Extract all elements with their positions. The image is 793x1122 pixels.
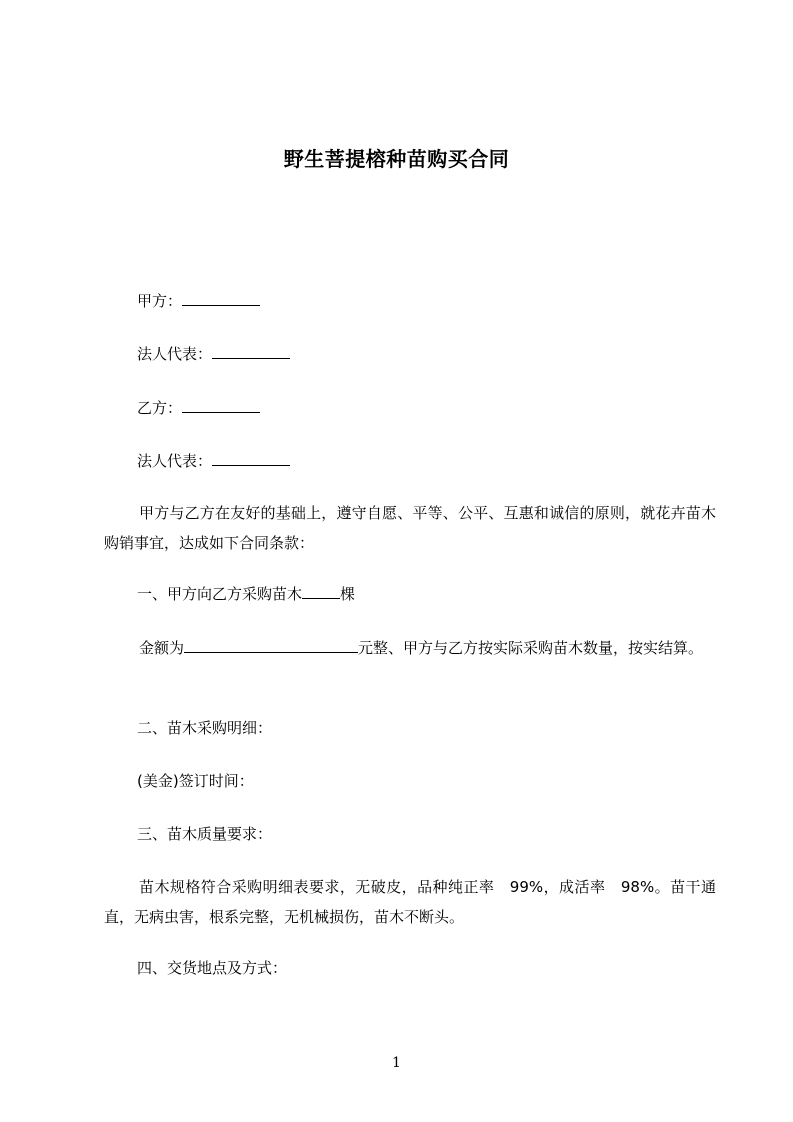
amount-prefix: 金额为: [139, 639, 185, 657]
party-b-rep-label: 法人代表：: [137, 452, 213, 470]
clause3-heading: 三、苗木质量要求：: [137, 825, 273, 843]
party-b-label: 乙方：: [137, 399, 183, 417]
clause1-heading-prefix: 一、甲方向乙方采购苗木: [137, 585, 303, 603]
document-title: 野生菩提榕种苗购买合同: [283, 147, 510, 171]
quality-paragraph: 苗木规格符合采购明细表要求，无破皮，品种纯正率 99%，成活率 98%。苗干通直，无病虫害，根系完整，无机械损伤，苗木不断头。: [104, 878, 716, 926]
clause4-heading: 四、交货地点及方式：: [137, 959, 288, 977]
party-b-rep-line: [137, 451, 290, 471]
party-a-rep-label: 法人代表：: [137, 345, 213, 363]
clause1-heading-suffix: 棵: [340, 585, 356, 603]
party-a-rep-blank: [212, 344, 290, 359]
party-a-rep-line: [137, 344, 290, 364]
clause2-heading: 二、苗木采购明细：: [137, 719, 273, 737]
party-a-label: 甲方：: [137, 292, 183, 310]
party-b-rep-blank: [212, 451, 290, 466]
amount-blank: [184, 638, 358, 653]
party-a-blank: [182, 291, 260, 306]
clause1-heading: [137, 584, 355, 604]
intro-paragraph: 甲方与乙方在友好的基础上，遵守自愿、平等、公平、互惠和诚信的原则，就花卉苗木购销事宜，达成如下合同条款：: [104, 504, 716, 552]
amount-paragraph: [104, 633, 716, 663]
amount-suffix: 元整、甲方与乙方按实际采购苗木数量，按实结算。: [358, 639, 704, 657]
sign-time-line: (美金)签订时间：: [137, 772, 254, 790]
page-number: 1: [392, 1055, 401, 1071]
party-b-line: [137, 398, 260, 418]
tree-count-blank: [302, 584, 340, 599]
party-a-line: [137, 291, 260, 311]
party-b-blank: [182, 398, 260, 413]
